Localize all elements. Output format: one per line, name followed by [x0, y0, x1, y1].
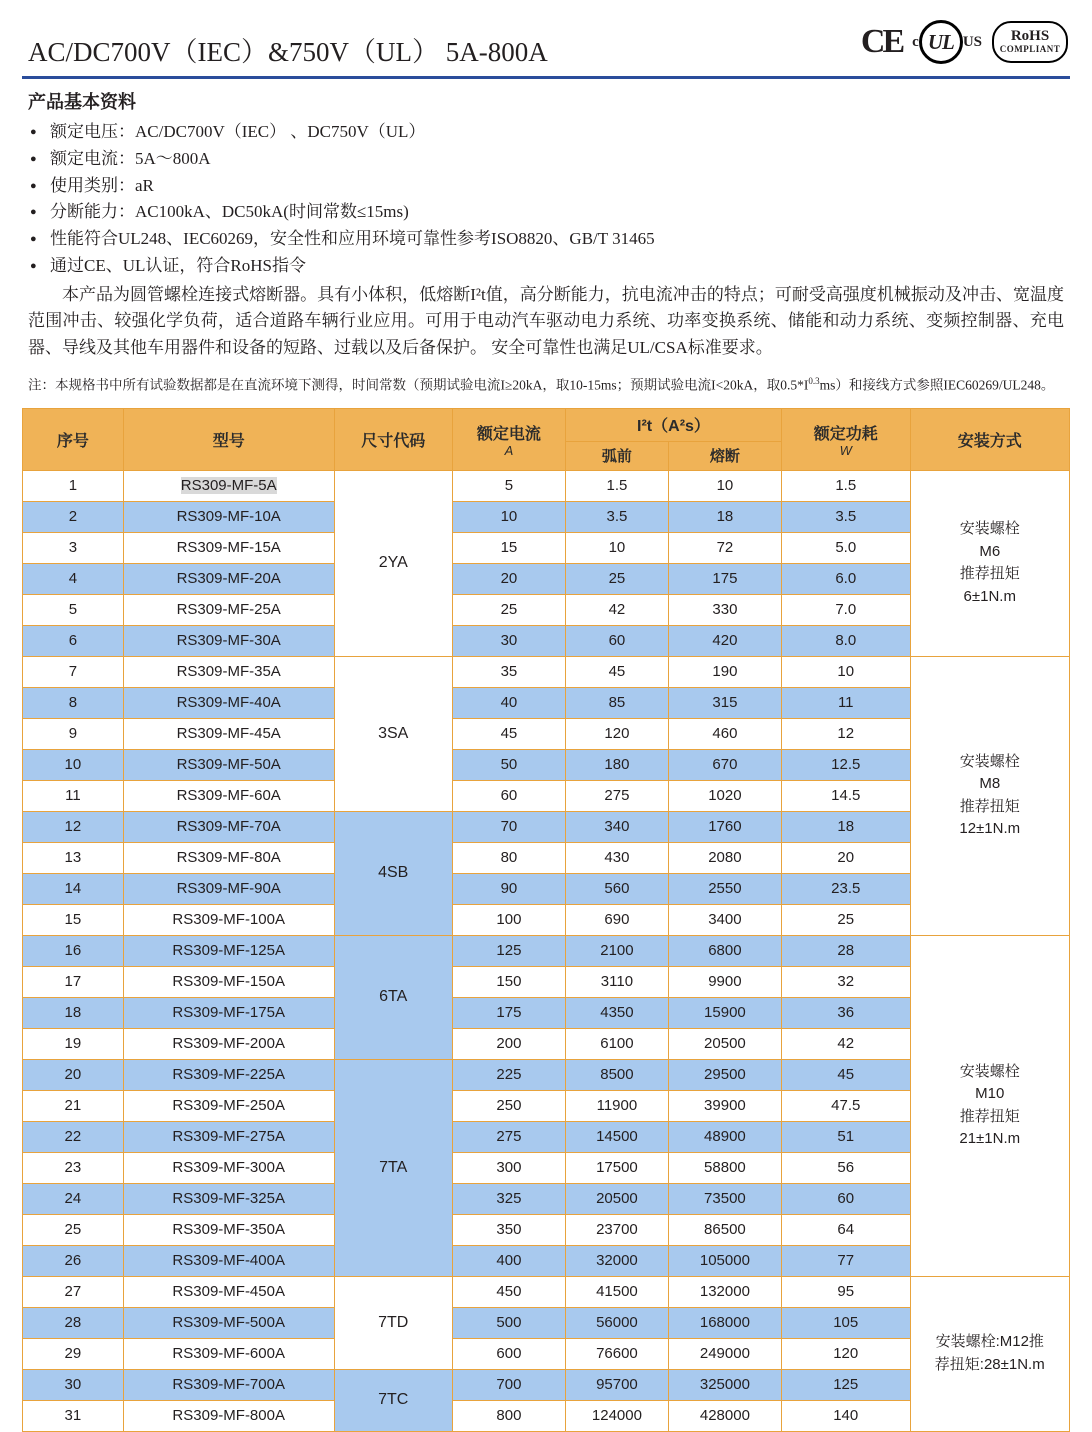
cell-mount: 安装螺栓 M8 推荐扭矩 12±1N.m — [910, 656, 1069, 935]
cell-i2t-pre: 8500 — [566, 1059, 669, 1090]
cell-model — [123, 935, 334, 966]
cell-power: 42 — [781, 1028, 910, 1059]
cell-model — [123, 656, 334, 687]
cell-power: 32 — [781, 966, 910, 997]
cell-model — [123, 1369, 334, 1400]
datasheet-page — [0, 14, 1092, 1432]
cell-rated-current: 250 — [452, 1090, 565, 1121]
model-text: RS309-MF-600A — [172, 1345, 285, 1363]
cell-size-code: 3SA — [334, 656, 452, 811]
model-text: RS309-MF-225A — [172, 1066, 285, 1084]
cell-power: 60 — [781, 1183, 910, 1214]
th-rated-current-label: 额定电流 — [476, 426, 541, 444]
cell-i2t-pre: 275 — [566, 780, 669, 811]
cell-rated-current: 30 — [452, 625, 565, 656]
cell-rated-current: 40 — [452, 687, 565, 718]
cell-no: 8 — [23, 687, 124, 718]
cell-power: 47.5 — [781, 1090, 910, 1121]
cell-i2t-melt: 1760 — [668, 811, 781, 842]
cell-no: 21 — [23, 1090, 124, 1121]
cell-model — [123, 501, 334, 532]
cell-rated-current: 300 — [452, 1152, 565, 1183]
cell-no: 2 — [23, 501, 124, 532]
cell-i2t-melt: 249000 — [668, 1338, 781, 1369]
model-text: RS309-MF-450A — [172, 1283, 285, 1301]
cell-no: 5 — [23, 594, 124, 625]
table-body — [23, 470, 1070, 1431]
model-text: RS309-MF-800A — [172, 1407, 285, 1425]
cell-i2t-melt: 18 — [668, 501, 781, 532]
cell-power: 14.5 — [781, 780, 910, 811]
cell-no: 29 — [23, 1338, 124, 1369]
ul-us-suffix: US — [962, 33, 982, 50]
model-text: RS309-MF-700A — [172, 1376, 285, 1394]
cell-power: 3.5 — [781, 501, 910, 532]
cell-i2t-pre: 11900 — [566, 1090, 669, 1121]
cell-i2t-melt: 428000 — [668, 1400, 781, 1431]
cell-model — [123, 1090, 334, 1121]
cell-no: 18 — [23, 997, 124, 1028]
model-text: RS309-MF-80A — [176, 849, 281, 867]
th-power-label: 额定功耗 — [813, 426, 878, 444]
cell-i2t-melt: 190 — [668, 656, 781, 687]
cell-no: 16 — [23, 935, 124, 966]
cell-rated-current: 125 — [452, 935, 565, 966]
cell-no: 13 — [23, 842, 124, 873]
cell-power: 120 — [781, 1338, 910, 1369]
model-text: RS309-MF-300A — [172, 1159, 285, 1177]
cell-model — [123, 966, 334, 997]
cell-rated-current: 275 — [452, 1121, 565, 1152]
cell-power: 36 — [781, 997, 910, 1028]
certification-marks — [861, 20, 1068, 64]
cell-power: 105 — [781, 1307, 910, 1338]
th-size-code: 尺寸代码 — [334, 408, 452, 470]
cell-model — [123, 1276, 334, 1307]
cell-i2t-melt: 9900 — [668, 966, 781, 997]
cell-power: 56 — [781, 1152, 910, 1183]
model-text: RS309-MF-30A — [176, 632, 281, 650]
cell-rated-current: 175 — [452, 997, 565, 1028]
table-header-row-1 — [23, 408, 1070, 441]
cell-rated-current: 20 — [452, 563, 565, 594]
cell-no: 30 — [23, 1369, 124, 1400]
rohs-icon — [992, 21, 1068, 63]
model-text: RS309-MF-350A — [172, 1221, 285, 1239]
cell-model — [123, 780, 334, 811]
cell-power: 1.5 — [781, 470, 910, 501]
cell-no: 12 — [23, 811, 124, 842]
cell-power: 28 — [781, 935, 910, 966]
model-text: RS309-MF-175A — [172, 1004, 285, 1022]
cell-mount: 安装螺栓 M6 推荐扭矩 6±1N.m — [910, 470, 1069, 656]
spec-table-wrap — [22, 408, 1070, 1432]
cell-no: 20 — [23, 1059, 124, 1090]
model-text: RS309-MF-50A — [176, 756, 281, 774]
cell-power: 6.0 — [781, 563, 910, 594]
cell-rated-current: 80 — [452, 842, 565, 873]
cell-model — [123, 1307, 334, 1338]
cell-no: 11 — [23, 780, 124, 811]
model-text: RS309-MF-325A — [172, 1190, 285, 1208]
cell-power: 140 — [781, 1400, 910, 1431]
cell-size-code: 4SB — [334, 811, 452, 935]
cell-model — [123, 997, 334, 1028]
cell-no: 1 — [23, 470, 124, 501]
cell-rated-current: 10 — [452, 501, 565, 532]
cell-no: 15 — [23, 904, 124, 935]
cell-i2t-pre: 6100 — [566, 1028, 669, 1059]
cell-model — [123, 625, 334, 656]
cell-model — [123, 811, 334, 842]
cell-power: 95 — [781, 1276, 910, 1307]
spec-list — [28, 119, 1064, 280]
th-no: 序号 — [23, 408, 124, 470]
cell-i2t-melt: 73500 — [668, 1183, 781, 1214]
th-i2t-pre: 弧前 — [566, 441, 669, 470]
cell-rated-current: 350 — [452, 1214, 565, 1245]
spec-table — [22, 408, 1070, 1432]
model-text: RS309-MF-500A — [172, 1314, 285, 1332]
cell-no: 31 — [23, 1400, 124, 1431]
cell-rated-current: 100 — [452, 904, 565, 935]
cell-model — [123, 594, 334, 625]
cell-rated-current: 45 — [452, 718, 565, 749]
table-header — [23, 408, 1070, 470]
cell-size-code: 7TC — [334, 1369, 452, 1431]
cell-no: 14 — [23, 873, 124, 904]
cell-no: 25 — [23, 1214, 124, 1245]
th-i2t: I²t（A²s） — [566, 408, 782, 441]
ul-circle-icon: UL — [919, 20, 963, 64]
cell-power: 7.0 — [781, 594, 910, 625]
cell-model — [123, 563, 334, 594]
cell-model — [123, 1028, 334, 1059]
cell-rated-current: 70 — [452, 811, 565, 842]
cell-rated-current: 35 — [452, 656, 565, 687]
cell-rated-current: 50 — [452, 749, 565, 780]
cell-no: 22 — [23, 1121, 124, 1152]
cell-i2t-melt: 20500 — [668, 1028, 781, 1059]
cell-i2t-melt: 105000 — [668, 1245, 781, 1276]
model-text: RS309-MF-125A — [172, 942, 285, 960]
cell-model — [123, 1245, 334, 1276]
cell-i2t-pre: 85 — [566, 687, 669, 718]
cell-i2t-pre: 430 — [566, 842, 669, 873]
cell-i2t-melt: 86500 — [668, 1214, 781, 1245]
cell-rated-current: 60 — [452, 780, 565, 811]
cell-i2t-melt: 15900 — [668, 997, 781, 1028]
cell-no: 3 — [23, 532, 124, 563]
model-text: RS309-MF-10A — [176, 508, 281, 526]
cell-rated-current: 5 — [452, 470, 565, 501]
page-header — [22, 14, 1070, 79]
cell-i2t-melt: 132000 — [668, 1276, 781, 1307]
cell-no: 28 — [23, 1307, 124, 1338]
cell-rated-current: 15 — [452, 532, 565, 563]
cell-power: 51 — [781, 1121, 910, 1152]
cell-rated-current: 700 — [452, 1369, 565, 1400]
cell-no: 24 — [23, 1183, 124, 1214]
cell-mount: 安装螺栓:M12推 荐扭矩:28±1N.m — [910, 1276, 1069, 1431]
cell-power: 18 — [781, 811, 910, 842]
model-text: RS309-MF-90A — [176, 880, 281, 898]
spec-heading: 产品基本资料 — [28, 92, 136, 112]
cell-i2t-pre: 180 — [566, 749, 669, 780]
page-title: AC/DC700V（IEC）&750V（UL） 5A-800A — [28, 37, 548, 67]
model-text: RS309-MF-400A — [172, 1252, 285, 1270]
model-text: RS309-MF-25A — [176, 601, 281, 619]
cell-rated-current: 600 — [452, 1338, 565, 1369]
cell-i2t-pre: 32000 — [566, 1245, 669, 1276]
cell-no: 26 — [23, 1245, 124, 1276]
cell-model — [123, 718, 334, 749]
ul-c-prefix: c — [912, 33, 919, 50]
cell-i2t-pre: 3110 — [566, 966, 669, 997]
cell-power: 20 — [781, 842, 910, 873]
cell-model — [123, 904, 334, 935]
cell-rated-current: 150 — [452, 966, 565, 997]
cell-rated-current: 90 — [452, 873, 565, 904]
cell-mount: 安装螺栓 M10 推荐扭矩 21±1N.m — [910, 935, 1069, 1276]
th-power — [781, 408, 910, 470]
cell-power: 77 — [781, 1245, 910, 1276]
cell-i2t-pre: 124000 — [566, 1400, 669, 1431]
cell-no: 10 — [23, 749, 124, 780]
cell-i2t-melt: 330 — [668, 594, 781, 625]
cell-model — [123, 532, 334, 563]
cell-power: 23.5 — [781, 873, 910, 904]
cell-rated-current: 200 — [452, 1028, 565, 1059]
cell-i2t-melt: 1020 — [668, 780, 781, 811]
cell-i2t-pre: 23700 — [566, 1214, 669, 1245]
cell-i2t-pre: 95700 — [566, 1369, 669, 1400]
cell-i2t-melt: 10 — [668, 470, 781, 501]
cell-no: 17 — [23, 966, 124, 997]
cell-rated-current: 450 — [452, 1276, 565, 1307]
cell-rated-current: 225 — [452, 1059, 565, 1090]
cell-power: 12 — [781, 718, 910, 749]
cell-i2t-pre: 120 — [566, 718, 669, 749]
cell-no: 7 — [23, 656, 124, 687]
cell-i2t-pre: 76600 — [566, 1338, 669, 1369]
cell-i2t-melt: 29500 — [668, 1059, 781, 1090]
spec-item: ● 使用类别：aR — [28, 173, 1064, 200]
cell-i2t-melt: 2080 — [668, 842, 781, 873]
cell-power: 11 — [781, 687, 910, 718]
cell-model — [123, 1121, 334, 1152]
model-text: RS309-MF-60A — [176, 787, 281, 805]
cell-model — [123, 1059, 334, 1090]
cell-model — [123, 842, 334, 873]
model-text: RS309-MF-15A — [176, 539, 281, 557]
cell-size-code: 6TA — [334, 935, 452, 1059]
cell-i2t-pre: 4350 — [566, 997, 669, 1028]
ul-listed-icon — [912, 20, 982, 64]
cell-no: 19 — [23, 1028, 124, 1059]
model-text: RS309-MF-40A — [176, 694, 281, 712]
cell-power: 12.5 — [781, 749, 910, 780]
cell-i2t-melt: 2550 — [668, 873, 781, 904]
cell-i2t-pre: 2100 — [566, 935, 669, 966]
cell-power: 125 — [781, 1369, 910, 1400]
cell-i2t-pre: 14500 — [566, 1121, 669, 1152]
cell-i2t-pre: 17500 — [566, 1152, 669, 1183]
cell-model — [123, 687, 334, 718]
cell-rated-current: 400 — [452, 1245, 565, 1276]
table-row — [23, 656, 1070, 687]
cell-model — [123, 1400, 334, 1431]
cell-no: 9 — [23, 718, 124, 749]
spec-item: ● 分断能力：AC100kA、DC50kA(时间常数≤15ms) — [28, 199, 1064, 226]
product-spec-section — [28, 89, 1064, 361]
model-text: RS309-MF-200A — [172, 1035, 285, 1053]
spec-item: ● 通过CE、UL认证，符合RoHS指令 — [28, 253, 1064, 280]
cell-rated-current: 500 — [452, 1307, 565, 1338]
cell-model — [123, 470, 334, 501]
cell-i2t-melt: 39900 — [668, 1090, 781, 1121]
cell-size-code: 7TA — [334, 1059, 452, 1276]
cell-i2t-pre: 20500 — [566, 1183, 669, 1214]
th-i2t-melt: 熔断 — [668, 441, 781, 470]
cell-i2t-pre: 340 — [566, 811, 669, 842]
spec-note: 注：本规格书中所有试验数据都是在直流环境下测得，时间常数（预期试验电流I≥20kA，取10-15ms；预期试验电流I<20kA，取$0.5*I^{0.3}ms$）和接线方式参照IEC60269/UL248。 — [28, 376, 1055, 393]
cell-rated-current: 325 — [452, 1183, 565, 1214]
cell-no: 4 — [23, 563, 124, 594]
th-model: 型号 — [123, 408, 334, 470]
model-text: RS309-MF-45A — [176, 725, 281, 743]
cell-i2t-melt: 460 — [668, 718, 781, 749]
cell-i2t-pre: 1.5 — [566, 470, 669, 501]
spec-item: ● 额定电压：AC/DC700V（IEC） 、DC750V（UL） — [28, 119, 1064, 146]
model-text: RS309-MF-20A — [176, 570, 281, 588]
cell-i2t-melt: 325000 — [668, 1369, 781, 1400]
th-mount: 安装方式 — [910, 408, 1069, 470]
model-text: RS309-MF-35A — [176, 663, 281, 681]
cell-no: 6 — [23, 625, 124, 656]
cell-i2t-pre: 25 — [566, 563, 669, 594]
spec-item: ● 性能符合UL248、IEC60269，安全性和应用环境可靠性参考ISO8820、GB/T 31465 — [28, 226, 1064, 253]
model-text: RS309-MF-250A — [172, 1097, 285, 1115]
rohs-label: RoHS — [1010, 28, 1050, 45]
spec-item: ● 额定电流：5A～800A — [28, 146, 1064, 173]
cell-i2t-melt: 3400 — [668, 904, 781, 935]
cell-i2t-pre: 56000 — [566, 1307, 669, 1338]
cell-size-code: 2YA — [334, 470, 452, 656]
cell-i2t-pre: 3.5 — [566, 501, 669, 532]
cell-i2t-melt: 72 — [668, 532, 781, 563]
cell-no: 27 — [23, 1276, 124, 1307]
cell-no: 23 — [23, 1152, 124, 1183]
cell-i2t-melt: 315 — [668, 687, 781, 718]
cell-i2t-pre: 60 — [566, 625, 669, 656]
cell-power: 8.0 — [781, 625, 910, 656]
cell-i2t-pre: 42 — [566, 594, 669, 625]
cell-i2t-melt: 48900 — [668, 1121, 781, 1152]
cell-power: 64 — [781, 1214, 910, 1245]
cell-i2t-melt: 6800 — [668, 935, 781, 966]
cell-power: 45 — [781, 1059, 910, 1090]
cell-i2t-pre: 690 — [566, 904, 669, 935]
table-row — [23, 470, 1070, 501]
cell-power: 5.0 — [781, 532, 910, 563]
cell-i2t-pre: 10 — [566, 532, 669, 563]
cell-size-code: 7TD — [334, 1276, 452, 1369]
cell-i2t-pre: 45 — [566, 656, 669, 687]
cell-power: 10 — [781, 656, 910, 687]
th-rated-current-unit: A — [504, 443, 514, 459]
model-text: RS309-MF-70A — [176, 818, 281, 836]
cell-model — [123, 873, 334, 904]
rohs-compliant-label: COMPLIANT — [999, 44, 1061, 55]
cell-i2t-melt: 420 — [668, 625, 781, 656]
table-row — [23, 1276, 1070, 1307]
ce-icon: CE — [860, 23, 903, 60]
cell-power: 25 — [781, 904, 910, 935]
model-text: RS309-MF-275A — [172, 1128, 285, 1146]
cell-model — [123, 1183, 334, 1214]
cell-model — [123, 749, 334, 780]
cell-i2t-pre: 41500 — [566, 1276, 669, 1307]
cell-i2t-melt: 670 — [668, 749, 781, 780]
model-text: RS309-MF-5A — [180, 477, 277, 495]
cell-i2t-melt: 168000 — [668, 1307, 781, 1338]
th-power-unit: W — [839, 443, 852, 459]
cell-model — [123, 1214, 334, 1245]
cell-rated-current: 25 — [452, 594, 565, 625]
spec-paragraph: 本产品为圆管螺栓连接式熔断器。具有小体积，低熔断I²t值，高分断能力，抗电流冲击的特点；可耐受高强度机械振动及冲击、宽温度范围冲击、较强化学负荷，适合道路车辆行业应用。可用于电动汽车驱动电力系统、功率变换系统、储能和动力系统、变频控制器、充电器、导线及其他车用器件和设备的短路、过载以及后备保护。 安全可靠性也满足UL/CSA标准要求。 — [28, 285, 1064, 357]
cell-i2t-pre: 560 — [566, 873, 669, 904]
cell-i2t-melt: 175 — [668, 563, 781, 594]
model-text: RS309-MF-100A — [172, 911, 285, 929]
th-rated-current — [452, 408, 565, 470]
cell-rated-current: 800 — [452, 1400, 565, 1431]
table-row — [23, 935, 1070, 966]
cell-i2t-melt: 58800 — [668, 1152, 781, 1183]
model-text: RS309-MF-150A — [172, 973, 285, 991]
cell-model — [123, 1152, 334, 1183]
cell-model — [123, 1338, 334, 1369]
